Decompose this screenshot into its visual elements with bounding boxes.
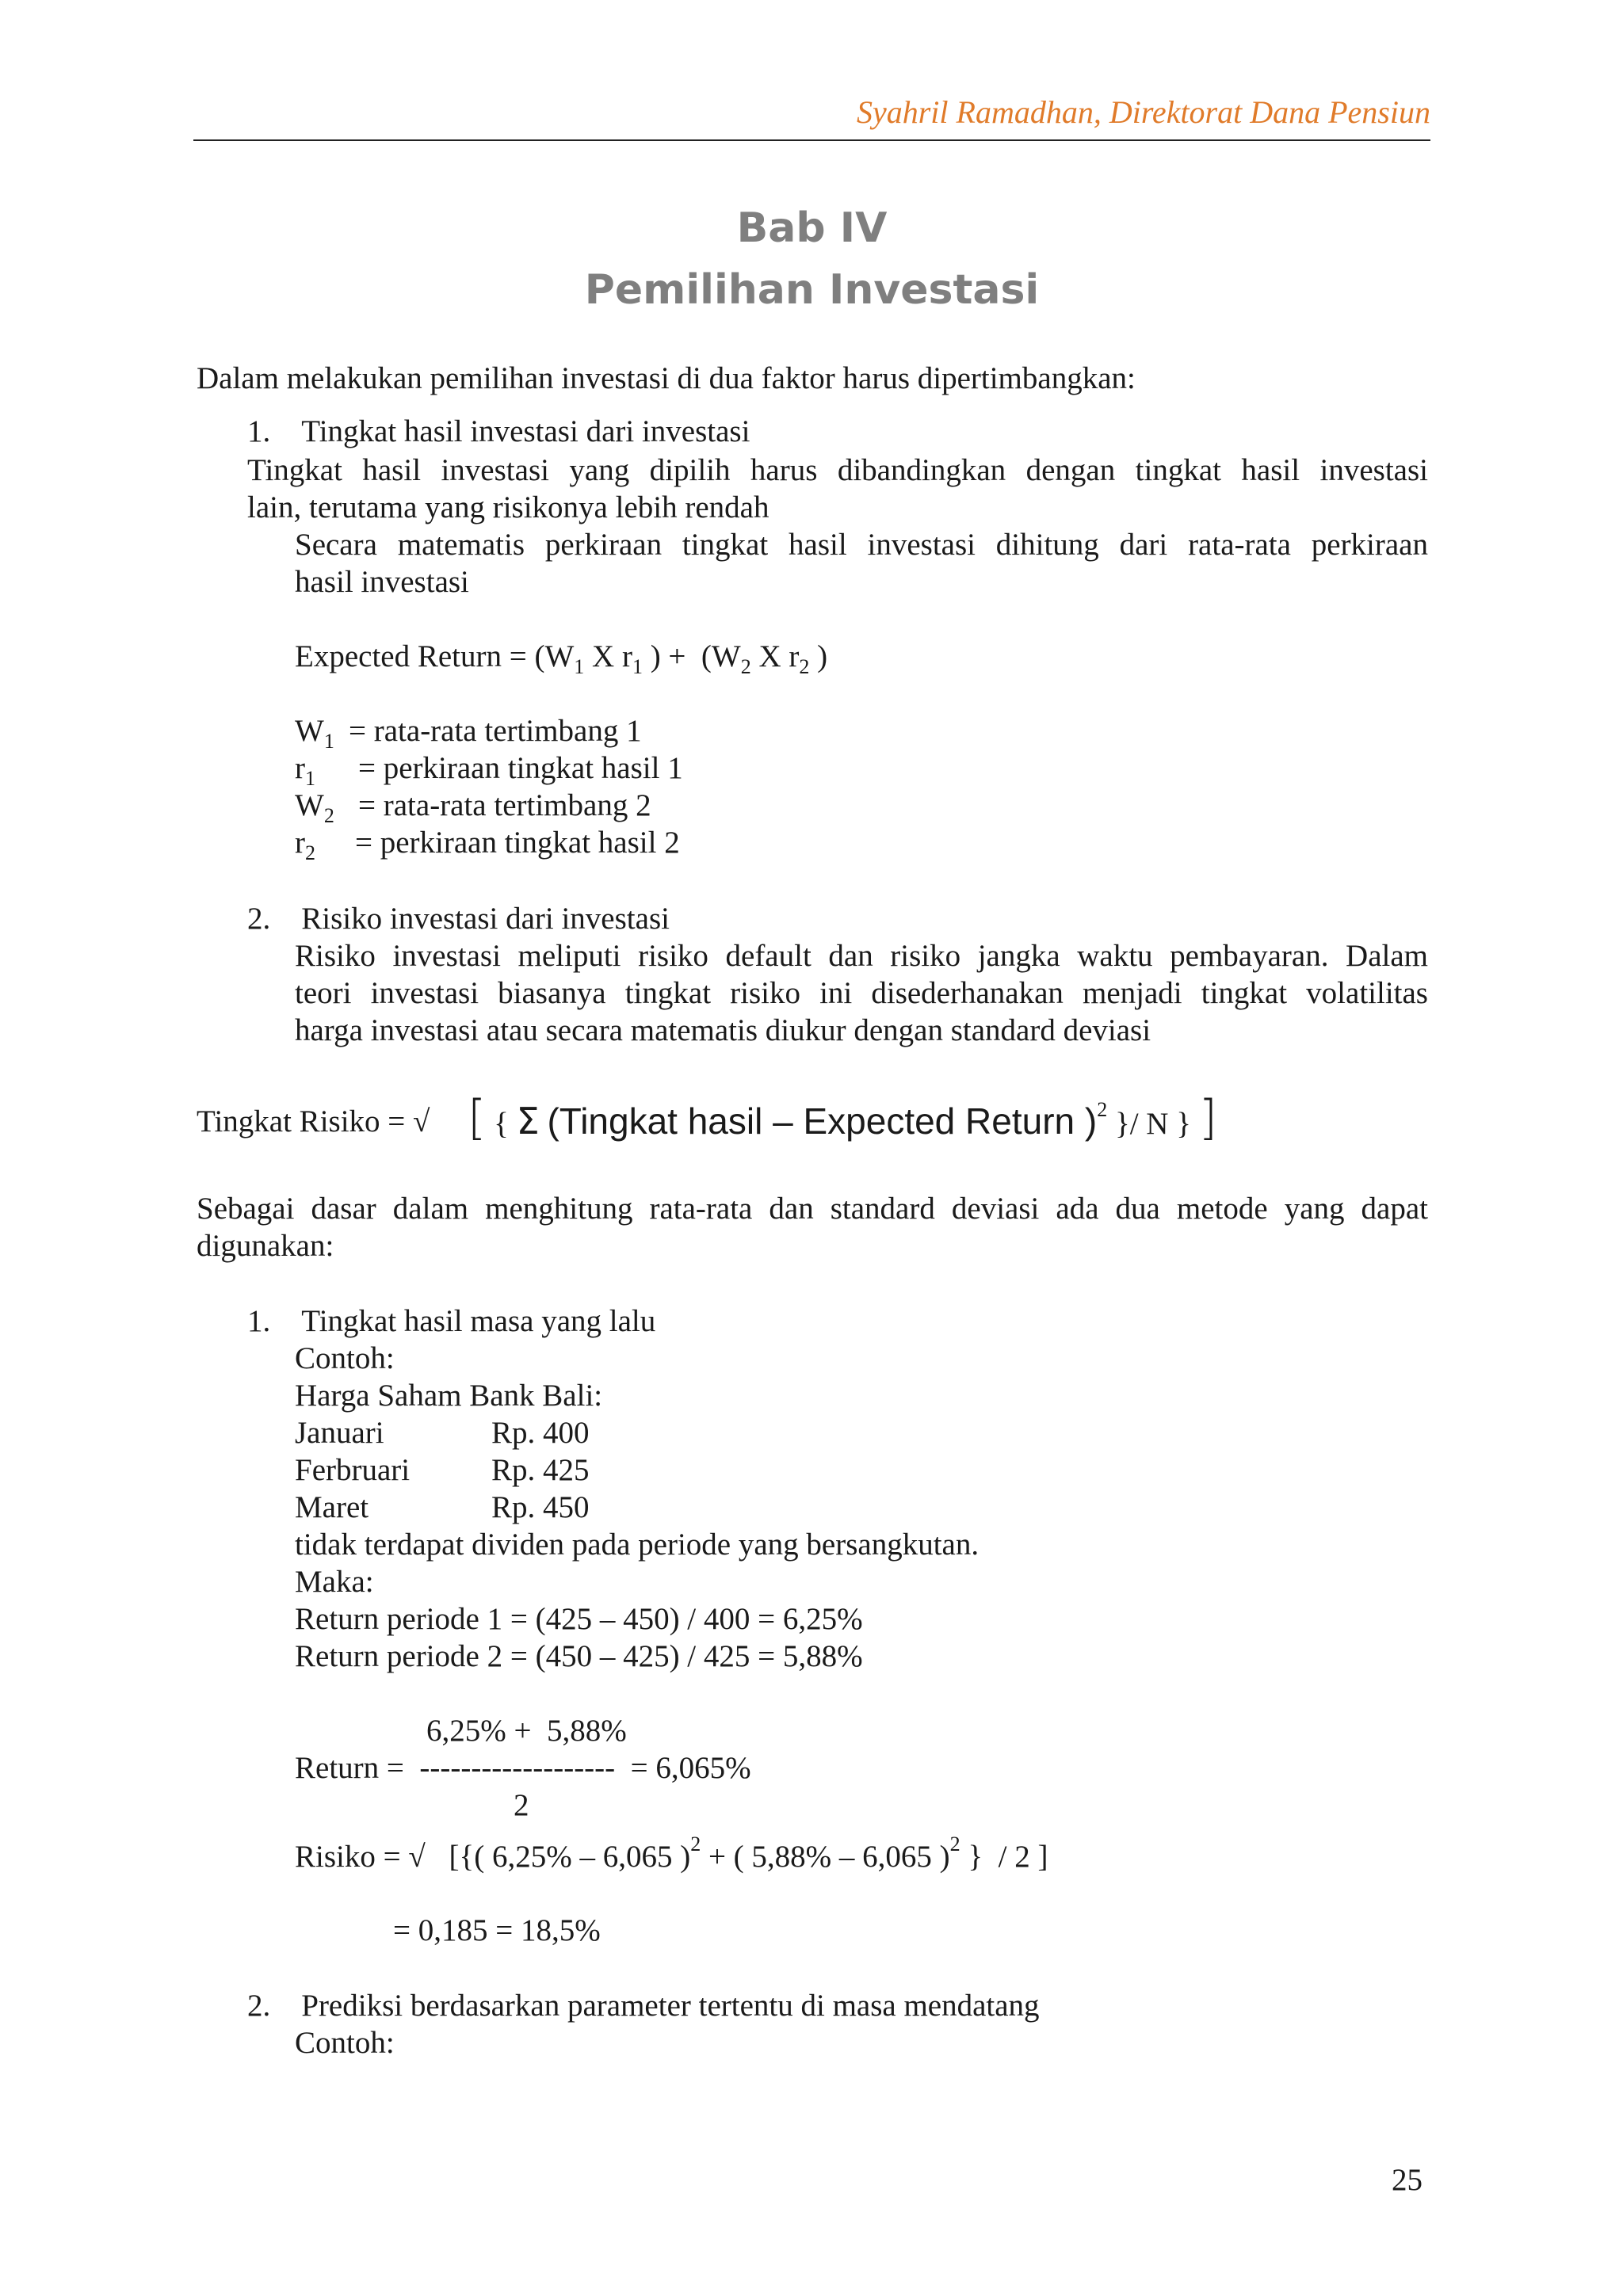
intro-text: Dalam melakukan pemilihan investasi di dua faktor harus dipertimbangkan: (197, 361, 1136, 395)
risk-calc-part3: } / 2 ] (960, 1840, 1048, 1874)
def-symbol: r (295, 751, 305, 785)
factor-1-para2-line2: hasil investasi (295, 565, 469, 599)
price-value: Rp. 425 (491, 1453, 590, 1487)
risk-calculation (295, 1833, 1048, 1875)
def-symbol: W (295, 788, 324, 822)
price-month: Januari (295, 1416, 384, 1450)
average-denominator: 2 (514, 1788, 529, 1822)
def-desc: = rata-rata tertimbang 1 (349, 714, 642, 748)
price-month: Ferbruari (295, 1453, 411, 1487)
risk-result: = 0,185 = 18,5% (393, 1913, 601, 1947)
def-symbol: r (295, 826, 305, 860)
methods-intro-line2: digunakan: (197, 1229, 334, 1263)
definition-row (295, 749, 683, 790)
formula-lhs: Expected Return = (W (295, 639, 575, 673)
factor-2-line1: Risiko investasi meliputi risiko default dan risiko jangka waktu pembayaran. Dalam (295, 939, 1428, 973)
stock-title: Harga Saham Bank Bali: (295, 1379, 603, 1413)
methods-intro-line1: Sebagai dasar dalam menghitung rata-rata dan standard deviasi ada dua metode yang dapat (197, 1192, 1428, 1226)
factor-1-para1-line2: lain, terutama yang risikonya lebih rendah (247, 490, 769, 524)
definition-row (295, 712, 642, 753)
average-return: Return = ------------------- = 6,065% (295, 1751, 751, 1785)
method-1-contoh: Contoh: (295, 1341, 395, 1375)
formula-x1: X r (584, 639, 632, 673)
sigma-symbol: Σ (516, 1100, 540, 1142)
average-numerator: 6,25% + 5,88% (426, 1714, 627, 1748)
factor-1-para1-line1: Tingkat hasil investasi yang dipilih harus dibandingkan dengan tingkat hasil investasi (247, 453, 1428, 487)
risk-formula-tail: }/ N } (1114, 1107, 1191, 1141)
def-sub: 1 (305, 766, 315, 790)
close-bracket: ] (1198, 1090, 1218, 1146)
risk-calc-part2: + ( 5,88% – 6,065 ) (701, 1840, 950, 1874)
risk-formula-label: Tingkat Risiko = √ (197, 1104, 430, 1138)
price-row (295, 1489, 590, 1526)
factor-2-heading: 2. Risiko investasi dari investasi (247, 902, 670, 936)
formula-end: ) (809, 639, 828, 673)
price-value: Rp. 400 (491, 1416, 590, 1450)
factor-1-heading: 1. Tingkat hasil investasi dari investasi (247, 414, 750, 448)
method-1-heading: 1. Tingkat hasil masa yang lalu (247, 1304, 656, 1338)
method-2-heading: 2. Prediksi berdasarkan parameter tertentu di masa mendatang (247, 1989, 1040, 2023)
risk-formula-body: (Tingkat hasil – Expected Return ) (547, 1100, 1098, 1142)
risk-formula (468, 1090, 1217, 1152)
formula-x2: X r (750, 639, 800, 673)
chapter-number: Bab IV (736, 204, 888, 252)
def-desc: = perkiraan tingkat hasil 2 (355, 826, 680, 860)
price-month: Maret (295, 1490, 369, 1524)
def-sub: 2 (305, 841, 315, 864)
open-bracket: [ (468, 1090, 487, 1146)
formula-r2-sub: 2 (799, 654, 810, 678)
def-sub: 2 (323, 803, 334, 827)
no-dividend-note: tidak terdapat dividen pada periode yang bersangkutan. (295, 1527, 980, 1562)
definition-row (295, 787, 651, 827)
risk-calc-label: Risiko = √ (295, 1840, 426, 1874)
def-desc: = rata-rata tertimbang 2 (358, 788, 651, 822)
maka-label: Maka: (295, 1565, 374, 1599)
risk-calc-exp2: 2 (949, 1833, 960, 1855)
risk-formula-exponent: 2 (1097, 1098, 1108, 1121)
open-brace: { (494, 1107, 509, 1141)
header-divider (193, 139, 1430, 141)
return-period-2: Return periode 2 = (450 – 425) / 425 = 5,88% (295, 1639, 863, 1673)
definition-row (295, 824, 680, 864)
formula-w1-sub: 1 (574, 654, 585, 678)
risk-calc-part1: [{( 6,25% – 6,065 ) (449, 1840, 691, 1874)
formula-mid: ) + (W (642, 639, 741, 673)
price-row (295, 1414, 590, 1451)
def-sub: 1 (323, 729, 334, 753)
def-desc: = perkiraan tingkat hasil 1 (358, 751, 683, 785)
price-row (295, 1451, 590, 1489)
expected-return-formula (295, 638, 828, 678)
return-period-1: Return periode 1 = (425 – 450) / 400 = 6,25% (295, 1602, 863, 1636)
chapter-title: Pemilihan Investasi (584, 266, 1040, 314)
factor-2-line2: teori investasi biasanya tingkat risiko ini disederhanakan menjadi tingkat volatilitas (295, 976, 1428, 1010)
page-number: 25 (1392, 2163, 1423, 2197)
price-value: Rp. 450 (491, 1490, 590, 1524)
risk-calc-exp1: 2 (690, 1833, 701, 1855)
running-header: Syahril Ramadhan, Direktorat Dana Pensiun (856, 94, 1430, 130)
formula-w2-sub: 2 (740, 654, 751, 678)
factor-2-line3: harga investasi atau secara matematis diukur dengan standard deviasi (295, 1013, 1151, 1047)
factor-1-para2-line1: Secara matematis perkiraan tingkat hasil investasi dihitung dari rata-rata perkiraan (295, 528, 1428, 562)
def-symbol: W (295, 714, 324, 748)
formula-r1-sub: 1 (632, 654, 643, 678)
method-2-contoh: Contoh: (295, 2026, 395, 2060)
